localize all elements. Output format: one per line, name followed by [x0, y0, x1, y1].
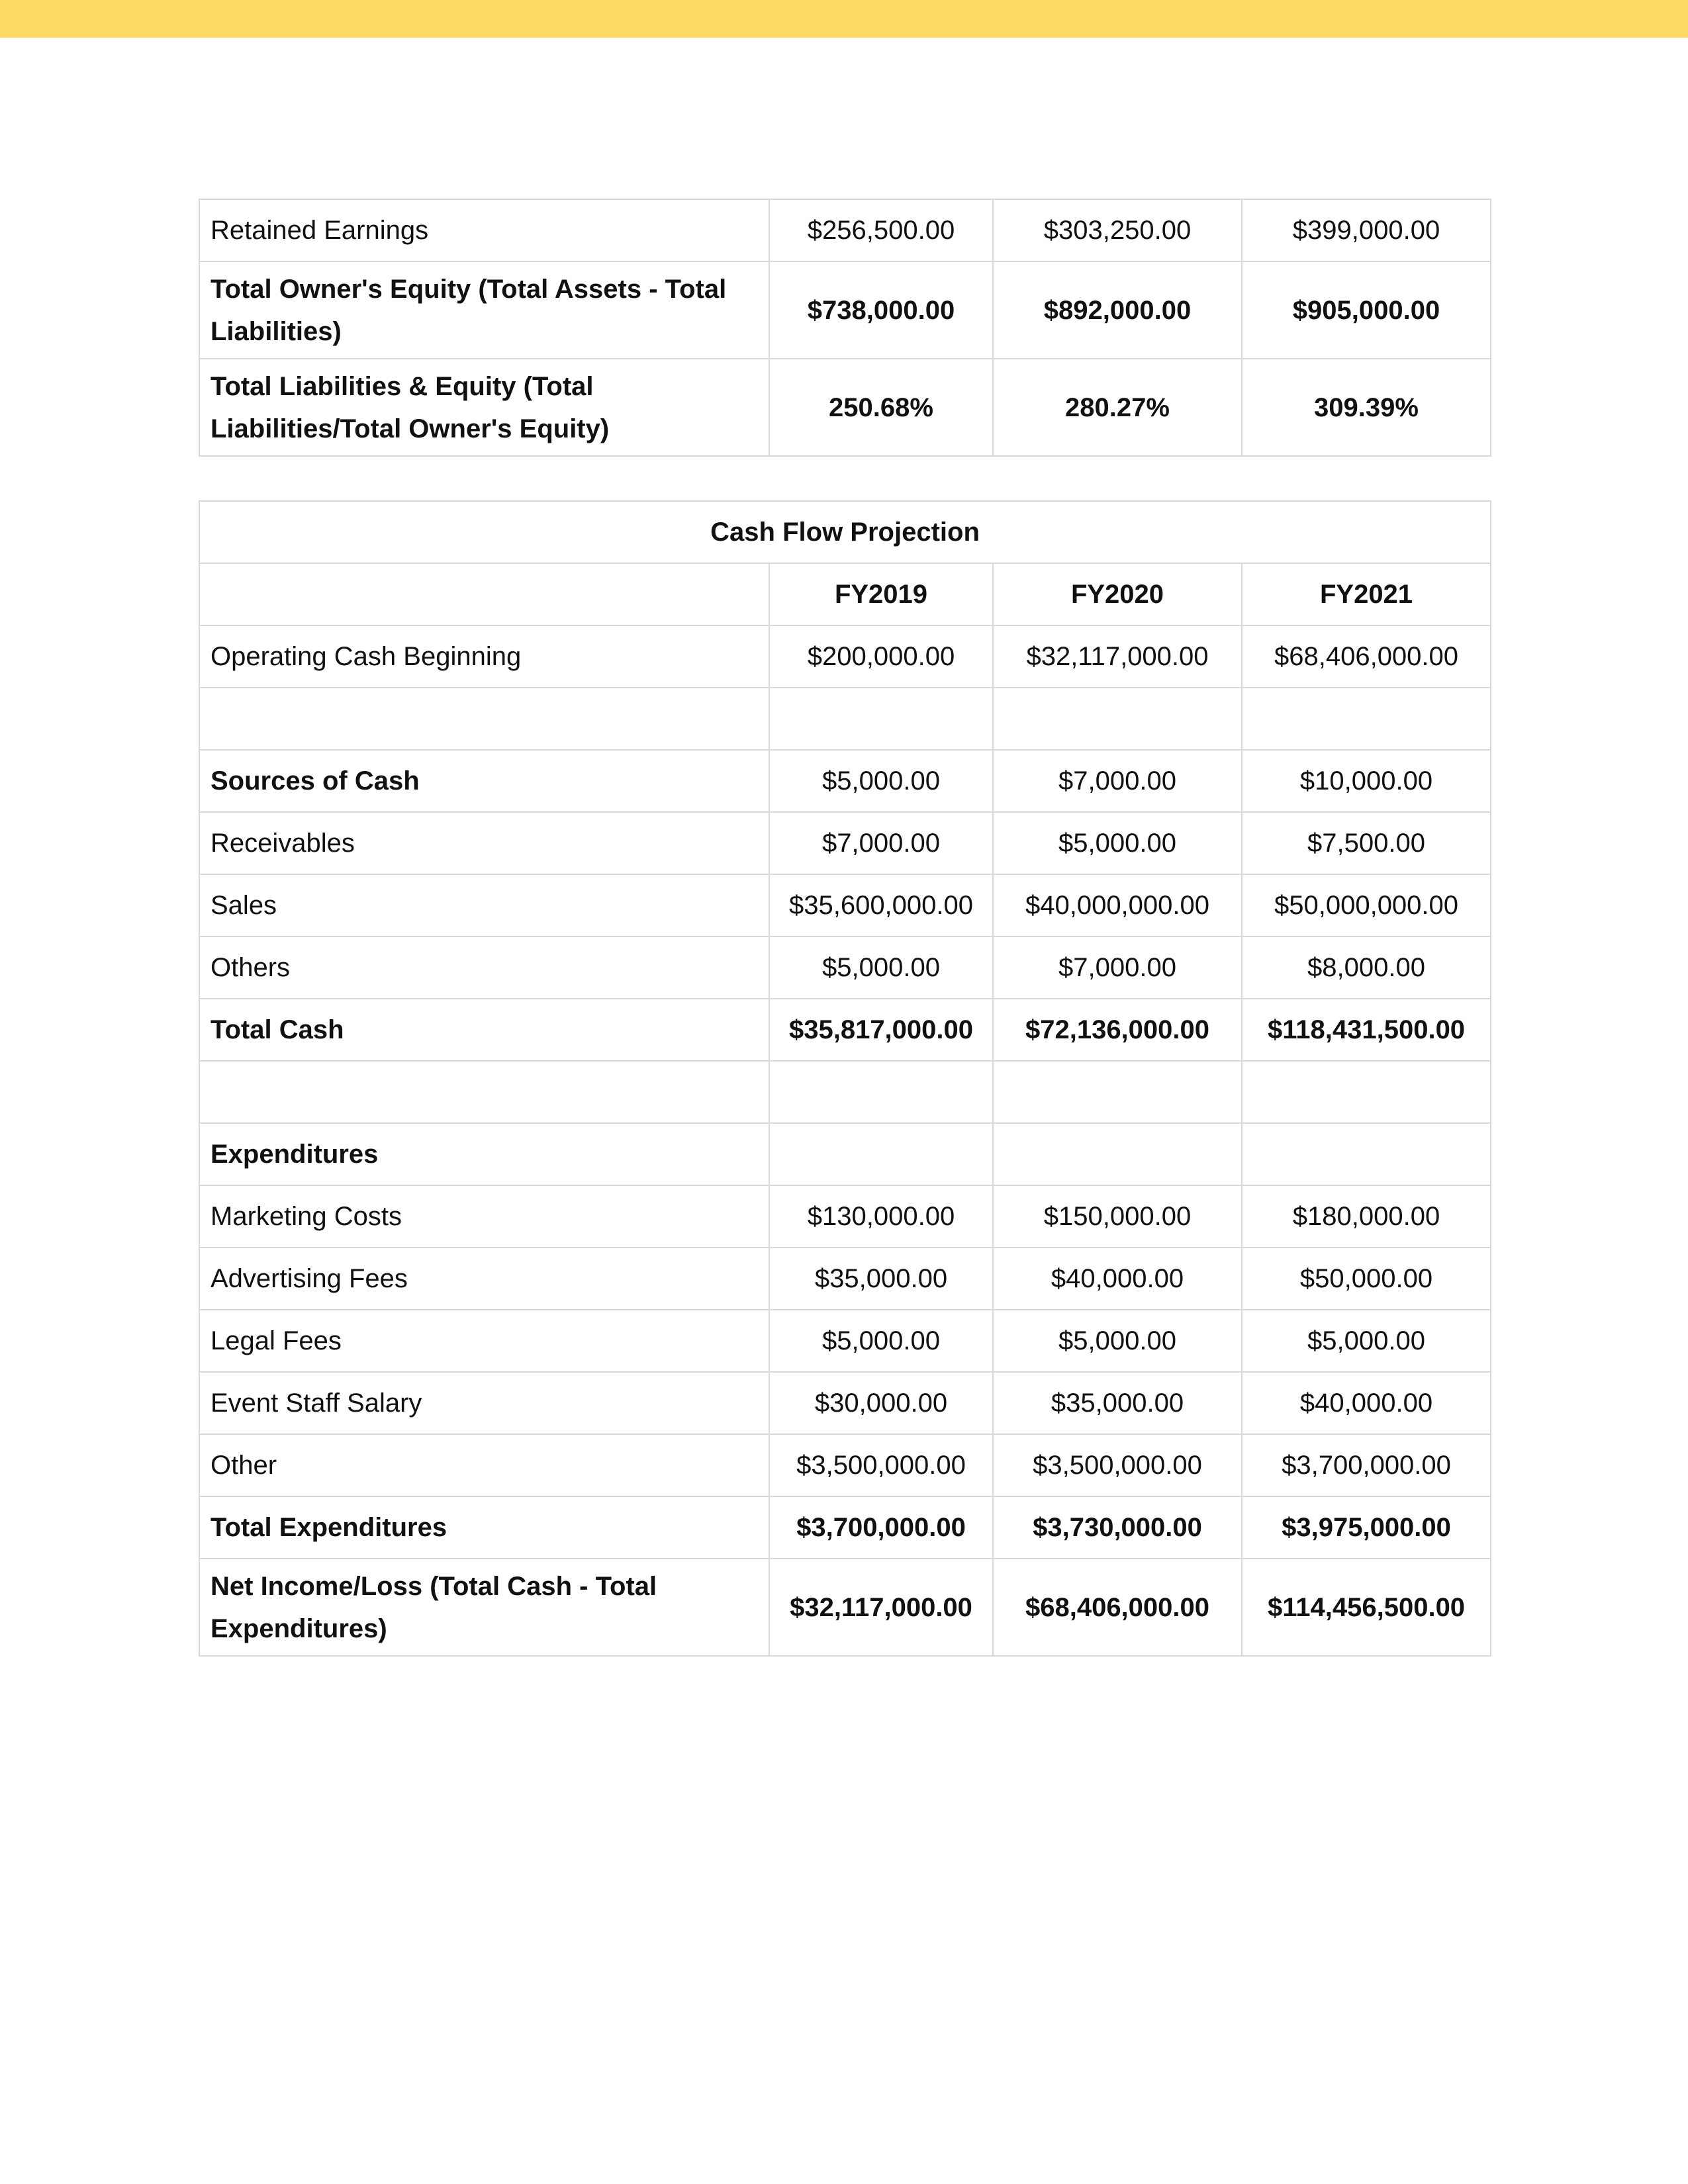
row-label: Receivables — [199, 812, 769, 874]
row-value-3: $7,500.00 — [1242, 812, 1491, 874]
cash-flow-row — [199, 1434, 1491, 1496]
row-value-2 — [993, 688, 1242, 750]
row-value-3: $10,000.00 — [1242, 750, 1491, 812]
row-value-2 — [993, 1123, 1242, 1185]
row-value-2: $7,000.00 — [993, 936, 1242, 999]
row-value-1: $3,700,000.00 — [769, 1496, 993, 1559]
row-value-2: $7,000.00 — [993, 750, 1242, 812]
row-value-3: $3,700,000.00 — [1242, 1434, 1491, 1496]
row-value-3: $180,000.00 — [1242, 1185, 1491, 1248]
row-value-2: $40,000.00 — [993, 1248, 1242, 1310]
row-value-3: $40,000.00 — [1242, 1372, 1491, 1434]
row-value-2: $892,000.00 — [993, 261, 1242, 359]
cash-flow-header-row — [199, 563, 1491, 625]
row-label: Marketing Costs — [199, 1185, 769, 1248]
row-value-1: $738,000.00 — [769, 261, 993, 359]
row-value-3: $8,000.00 — [1242, 936, 1491, 999]
row-value-1: $256,500.00 — [769, 199, 993, 261]
row-value-3: $905,000.00 — [1242, 261, 1491, 359]
row-label: Event Staff Salary — [199, 1372, 769, 1434]
header-fy2021: FY2021 — [1242, 563, 1491, 625]
row-label: Total Cash — [199, 999, 769, 1061]
row-value-3: $3,975,000.00 — [1242, 1496, 1491, 1559]
equity-row — [199, 199, 1491, 261]
cash-flow-title-row — [199, 501, 1491, 563]
row-value-2 — [993, 1061, 1242, 1123]
row-label: Advertising Fees — [199, 1248, 769, 1310]
cash-flow-row — [199, 1123, 1491, 1185]
row-value-2: $150,000.00 — [993, 1185, 1242, 1248]
row-label: Sales — [199, 874, 769, 936]
cash-flow-row — [199, 999, 1491, 1061]
row-label: Total Expenditures — [199, 1496, 769, 1559]
cash-flow-title: Cash Flow Projection — [199, 501, 1491, 563]
row-value-2: $40,000,000.00 — [993, 874, 1242, 936]
row-value-1: 250.68% — [769, 359, 993, 456]
row-value-2: $5,000.00 — [993, 812, 1242, 874]
row-value-1: $35,817,000.00 — [769, 999, 993, 1061]
row-value-3 — [1242, 688, 1491, 750]
cash-flow-row — [199, 1310, 1491, 1372]
row-value-1: $5,000.00 — [769, 750, 993, 812]
row-value-1: $130,000.00 — [769, 1185, 993, 1248]
row-label: Operating Cash Beginning — [199, 625, 769, 688]
cash-flow-row — [199, 1559, 1491, 1656]
row-value-2: $3,500,000.00 — [993, 1434, 1242, 1496]
row-value-3 — [1242, 1123, 1491, 1185]
row-value-3: $68,406,000.00 — [1242, 625, 1491, 688]
cash-flow-row — [199, 750, 1491, 812]
row-value-3: $114,456,500.00 — [1242, 1559, 1491, 1656]
row-label: Expenditures — [199, 1123, 769, 1185]
row-value-1 — [769, 1061, 993, 1123]
row-value-2: $68,406,000.00 — [993, 1559, 1242, 1656]
row-value-2: $3,730,000.00 — [993, 1496, 1242, 1559]
row-value-3: 309.39% — [1242, 359, 1491, 456]
top-accent-band — [0, 0, 1688, 38]
equity-row — [199, 261, 1491, 359]
row-value-1: $30,000.00 — [769, 1372, 993, 1434]
cash-flow-row — [199, 936, 1491, 999]
header-label-cell — [199, 563, 769, 625]
row-label: Legal Fees — [199, 1310, 769, 1372]
row-value-3: $50,000,000.00 — [1242, 874, 1491, 936]
row-value-1: $3,500,000.00 — [769, 1434, 993, 1496]
row-label — [199, 688, 769, 750]
cash-flow-row — [199, 1496, 1491, 1559]
row-value-2: $303,250.00 — [993, 199, 1242, 261]
row-label: Sources of Cash — [199, 750, 769, 812]
cash-flow-row — [199, 812, 1491, 874]
row-value-1: $35,600,000.00 — [769, 874, 993, 936]
row-label: Other — [199, 1434, 769, 1496]
row-value-3: $118,431,500.00 — [1242, 999, 1491, 1061]
equity-row — [199, 359, 1491, 456]
header-fy2020: FY2020 — [993, 563, 1242, 625]
cash-flow-row — [199, 1248, 1491, 1310]
row-value-2: 280.27% — [993, 359, 1242, 456]
row-value-2: $32,117,000.00 — [993, 625, 1242, 688]
cash-flow-row — [199, 1372, 1491, 1434]
equity-table — [199, 199, 1491, 457]
cash-flow-row — [199, 688, 1491, 750]
row-label: Retained Earnings — [199, 199, 769, 261]
row-value-1: $5,000.00 — [769, 1310, 993, 1372]
row-value-3: $399,000.00 — [1242, 199, 1491, 261]
row-value-2: $5,000.00 — [993, 1310, 1242, 1372]
row-value-1 — [769, 1123, 993, 1185]
cash-flow-row — [199, 625, 1491, 688]
row-label: Net Income/Loss (Total Cash - Total Expenditures) — [199, 1559, 769, 1656]
row-label: Total Liabilities & Equity (Total Liabilities/Total Owner's Equity) — [199, 359, 769, 456]
row-label: Total Owner's Equity (Total Assets - Total Liabilities) — [199, 261, 769, 359]
row-value-1: $200,000.00 — [769, 625, 993, 688]
row-value-1 — [769, 688, 993, 750]
header-fy2019: FY2019 — [769, 563, 993, 625]
row-value-1: $35,000.00 — [769, 1248, 993, 1310]
cash-flow-row — [199, 1185, 1491, 1248]
row-value-1: $5,000.00 — [769, 936, 993, 999]
row-value-1: $32,117,000.00 — [769, 1559, 993, 1656]
row-label: Others — [199, 936, 769, 999]
cash-flow-row — [199, 874, 1491, 936]
row-value-2: $35,000.00 — [993, 1372, 1242, 1434]
row-label — [199, 1061, 769, 1123]
cash-flow-row — [199, 1061, 1491, 1123]
row-value-3: $5,000.00 — [1242, 1310, 1491, 1372]
cash-flow-table — [199, 500, 1491, 1657]
row-value-3 — [1242, 1061, 1491, 1123]
row-value-3: $50,000.00 — [1242, 1248, 1491, 1310]
row-value-2: $72,136,000.00 — [993, 999, 1242, 1061]
row-value-1: $7,000.00 — [769, 812, 993, 874]
